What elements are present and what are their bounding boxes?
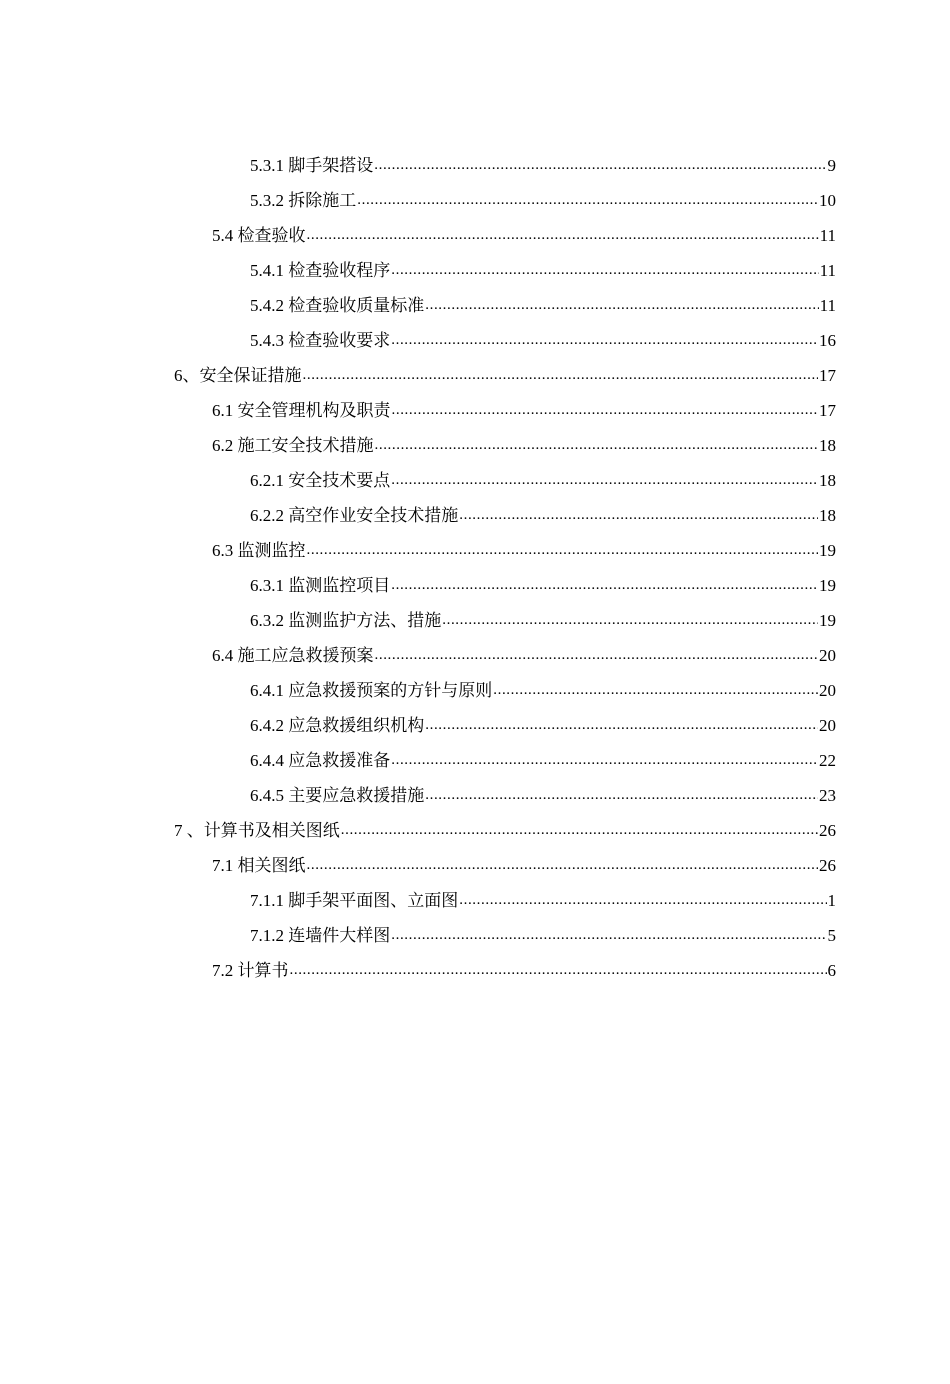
toc-entry[interactable]	[0, 148, 950, 183]
toc-entry[interactable]	[0, 883, 950, 918]
toc-entry-page-number: 5	[827, 926, 836, 945]
toc-dot-leader	[425, 708, 818, 743]
toc-entry-title: 6.2.1 安全技术要点	[250, 471, 391, 490]
toc-entry-page-number: 18	[819, 506, 836, 525]
toc-dot-leader	[392, 393, 819, 428]
toc-entry-page-number: 17	[819, 401, 836, 420]
toc-dot-leader	[307, 218, 819, 253]
toc-entry[interactable]	[0, 673, 950, 708]
toc-entry-title: 6.4.2 应急救援组织机构	[250, 716, 425, 735]
toc-entry-page-number: 20	[819, 681, 836, 700]
toc-entry-title: 5.4.1 检查验收程序	[250, 261, 391, 280]
toc-entry[interactable]	[0, 183, 950, 218]
toc-entry[interactable]	[0, 638, 950, 673]
toc-entry-page-number: 18	[819, 436, 836, 455]
toc-entry-title: 7.1.2 连墙件大样图	[250, 926, 391, 945]
toc-entry-page-number: 16	[819, 331, 836, 350]
toc-entry-title: 6.3 监测监控	[212, 541, 306, 560]
toc-entry-page-number: 11	[819, 226, 836, 245]
toc-entry-page-number: 19	[819, 576, 836, 595]
toc-entry-title: 7.1.1 脚手架平面图、立面图	[250, 891, 459, 910]
toc-dot-leader	[391, 918, 826, 953]
toc-entry-page-number: 17	[819, 366, 836, 385]
toc-entry-page-number: 10	[819, 191, 836, 210]
toc-entry-title: 6.2.2 高空作业安全技术措施	[250, 506, 459, 525]
toc-dot-leader	[341, 813, 818, 848]
toc-entry-title: 7.1 相关图纸	[212, 856, 306, 875]
table-of-contents	[0, 148, 950, 988]
toc-entry-title: 5.3.2 拆除施工	[250, 191, 357, 210]
toc-entry-page-number: 11	[819, 261, 836, 280]
toc-dot-leader	[290, 953, 827, 988]
toc-entry-page-number: 1	[827, 891, 836, 910]
toc-entry-page-number: 19	[819, 611, 836, 630]
toc-entry-page-number: 11	[819, 296, 836, 315]
toc-entry[interactable]	[0, 918, 950, 953]
toc-entry-page-number: 22	[819, 751, 836, 770]
toc-entry-title: 6.1 安全管理机构及职责	[212, 401, 391, 420]
toc-dot-leader	[374, 148, 826, 183]
toc-entry[interactable]	[0, 533, 950, 568]
toc-dot-leader	[357, 183, 818, 218]
toc-entry-page-number: 19	[819, 541, 836, 560]
toc-entry[interactable]	[0, 603, 950, 638]
toc-dot-leader	[425, 778, 818, 813]
toc-dot-leader	[459, 883, 826, 918]
toc-entry[interactable]	[0, 953, 950, 988]
toc-dot-leader	[391, 463, 818, 498]
toc-entry-page-number: 20	[819, 716, 836, 735]
toc-entry-page-number: 18	[819, 471, 836, 490]
toc-entry-page-number: 26	[819, 821, 836, 840]
toc-dot-leader	[442, 603, 818, 638]
toc-entry[interactable]	[0, 358, 950, 393]
toc-entry-title: 6.2 施工安全技术措施	[212, 436, 374, 455]
toc-entry-title: 5.4.2 检查验收质量标准	[250, 296, 425, 315]
toc-entry[interactable]	[0, 428, 950, 463]
toc-dot-leader	[307, 848, 819, 883]
toc-entry-title: 5.4.3 检查验收要求	[250, 331, 391, 350]
toc-dot-leader	[391, 253, 818, 288]
toc-dot-leader	[303, 358, 819, 393]
toc-entry-page-number: 26	[819, 856, 836, 875]
toc-entry-title: 6.4.5 主要应急救援措施	[250, 786, 425, 805]
toc-entry-title: 6.3.1 监测监控项目	[250, 576, 391, 595]
toc-entry[interactable]	[0, 393, 950, 428]
toc-entry[interactable]	[0, 743, 950, 778]
toc-entry-title: 7 、计算书及相关图纸	[174, 821, 340, 840]
toc-entry[interactable]	[0, 848, 950, 883]
toc-dot-leader	[391, 743, 818, 778]
toc-entry-title: 6.3.2 监测监护方法、措施	[250, 611, 442, 630]
toc-entry[interactable]	[0, 323, 950, 358]
toc-entry[interactable]	[0, 813, 950, 848]
toc-entry[interactable]	[0, 498, 950, 533]
toc-dot-leader	[391, 568, 818, 603]
toc-entry-page-number: 9	[827, 156, 836, 175]
toc-entry[interactable]	[0, 568, 950, 603]
toc-dot-leader	[493, 673, 818, 708]
toc-entry-title: 6.4 施工应急救援预案	[212, 646, 374, 665]
toc-entry-title: 7.2 计算书	[212, 961, 289, 980]
toc-dot-leader	[425, 288, 818, 323]
toc-entry[interactable]	[0, 218, 950, 253]
toc-dot-leader	[459, 498, 818, 533]
toc-entry[interactable]	[0, 288, 950, 323]
toc-entry-page-number: 6	[827, 961, 836, 980]
toc-dot-leader	[391, 323, 818, 358]
toc-entry-title: 6.4.1 应急救援预案的方针与原则	[250, 681, 493, 700]
toc-entry-title: 5.4 检查验收	[212, 226, 306, 245]
toc-dot-leader	[375, 638, 819, 673]
toc-entry[interactable]	[0, 778, 950, 813]
toc-entry[interactable]	[0, 253, 950, 288]
toc-entry[interactable]	[0, 463, 950, 498]
toc-entry-title: 5.3.1 脚手架搭设	[250, 156, 374, 175]
toc-entry[interactable]	[0, 708, 950, 743]
toc-dot-leader	[307, 533, 819, 568]
toc-dot-leader	[375, 428, 819, 463]
toc-entry-title: 6.4.4 应急救援准备	[250, 751, 391, 770]
toc-entry-page-number: 20	[819, 646, 836, 665]
toc-entry-title: 6、安全保证措施	[174, 366, 302, 385]
toc-entry-page-number: 23	[819, 786, 836, 805]
